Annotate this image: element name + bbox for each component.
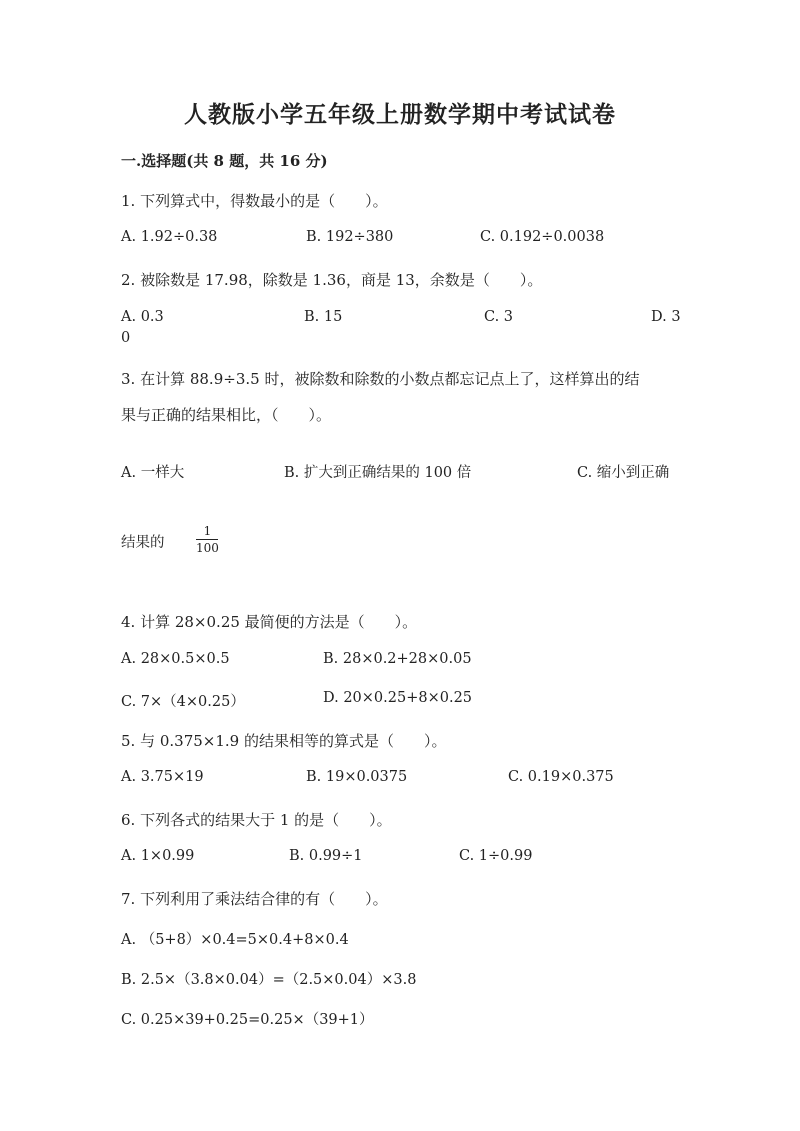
q5-option-b[interactable]: B. 19×0.0375 <box>306 769 408 785</box>
q1-option-c[interactable]: C. 0.192÷0.0038 <box>480 229 605 245</box>
q2-option-a[interactable]: A. 0.3 <box>121 309 164 325</box>
q3-option-b[interactable]: B. 扩大到正确结果的 100 倍 <box>284 465 472 481</box>
question-5: 5. 与 0.375×1.9 的结果相等的算式是（ ）。 <box>121 732 447 750</box>
page-title: 人教版小学五年级上册数学期中考试试卷 <box>184 101 616 128</box>
question-3-line2: 果与正确的结果相比，（ ）。 <box>121 406 332 424</box>
question-1: 1. 下列算式中，得数最小的是（ ）。 <box>121 192 388 210</box>
q6-option-a[interactable]: A. 1×0.99 <box>121 848 195 864</box>
q7-option-c[interactable]: C. 0.25×39+0.25=0.25×（39+1） <box>121 1012 374 1028</box>
q6-option-b[interactable]: B. 0.99÷1 <box>289 848 363 864</box>
q4-option-b[interactable]: B. 28×0.2+28×0.05 <box>323 651 472 667</box>
q7-option-a[interactable]: A. （5+8）×0.4=5×0.4+8×0.4 <box>121 932 349 948</box>
section-heading: 一.选择题(共 8 题，共 16 分) <box>121 152 328 170</box>
question-7: 7. 下列利用了乘法结合律的有（ ）。 <box>121 890 388 908</box>
q4-option-c[interactable]: C. 7×（4×0.25） <box>121 694 245 710</box>
q2-option-d-wrap: 0 <box>121 330 131 346</box>
q5-option-c[interactable]: C. 0.19×0.375 <box>508 769 614 785</box>
q4-option-a[interactable]: A. 28×0.5×0.5 <box>121 651 230 667</box>
q3-option-a[interactable]: A. 一样大 <box>121 465 185 481</box>
fraction-bar <box>196 539 218 540</box>
q3-option-c[interactable]: C. 缩小到正确 <box>577 465 670 481</box>
q2-option-d[interactable]: D. 3 <box>651 309 681 325</box>
q7-option-b[interactable]: B. 2.5×（3.8×0.04）=（2.5×0.04）×3.8 <box>121 972 417 988</box>
q2-option-c[interactable]: C. 3 <box>484 309 514 325</box>
q5-option-a[interactable]: A. 3.75×19 <box>121 769 204 785</box>
q1-option-a[interactable]: A. 1.92÷0.38 <box>121 229 218 245</box>
question-6: 6. 下列各式的结果大于 1 的是（ ）。 <box>121 811 392 829</box>
fraction-numerator: 1 <box>203 524 212 538</box>
q4-option-d[interactable]: D. 20×0.25+8×0.25 <box>323 690 473 706</box>
q6-option-c[interactable]: C. 1÷0.99 <box>459 848 533 864</box>
q1-option-b[interactable]: B. 192÷380 <box>306 229 394 245</box>
q3-option-c-wrap: 结果的 <box>121 535 165 551</box>
fraction-denominator: 100 <box>196 541 219 555</box>
question-3: 3. 在计算 88.9÷3.5 时，被除数和除数的小数点都忘记点上了，这样算出的结 <box>121 370 640 388</box>
question-2: 2. 被除数是 17.98，除数是 1.36，商是 13，余数是（ ）。 <box>121 271 543 289</box>
q2-option-b[interactable]: B. 15 <box>304 309 343 325</box>
question-4: 4. 计算 28×0.25 最简便的方法是（ ）。 <box>121 613 418 631</box>
fraction-one-hundredth <box>196 524 219 555</box>
